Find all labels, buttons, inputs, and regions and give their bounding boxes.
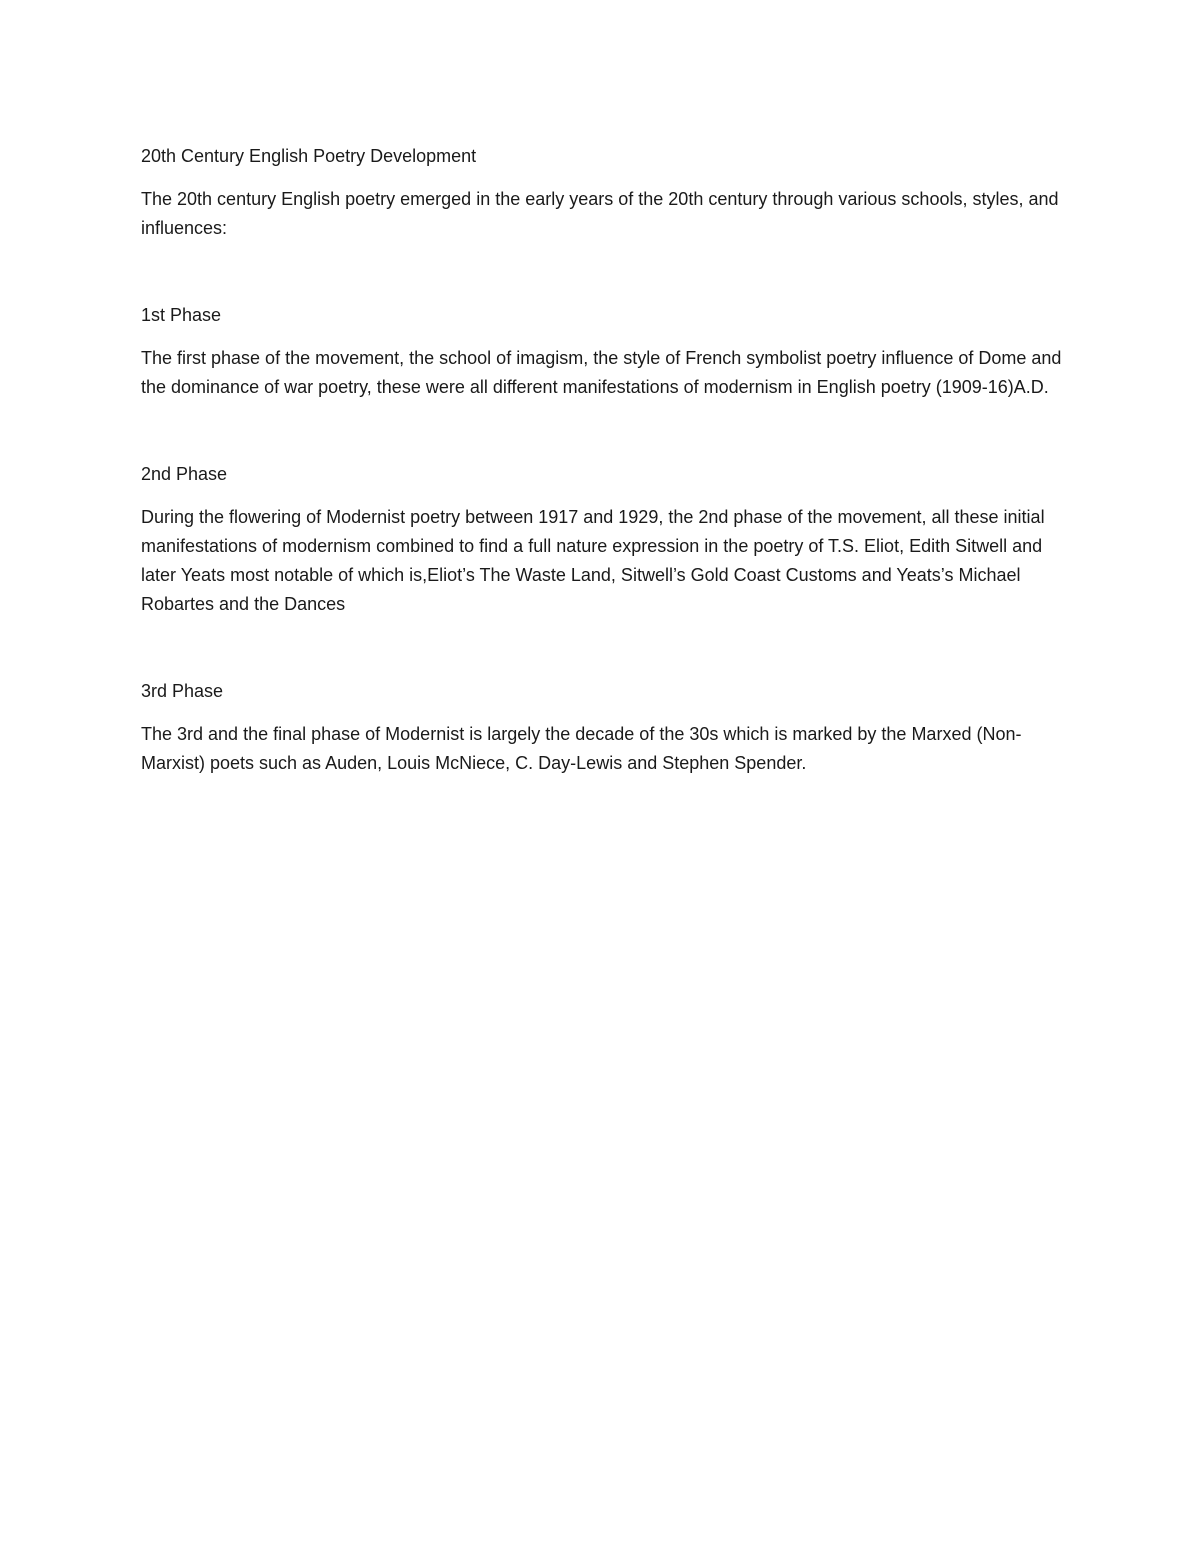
section-heading-phase-1: 1st Phase <box>141 305 222 325</box>
section-body-phase-3: The 3rd and the final phase of Modernist is largely the decade of the 30s which is marked by the Marxed (Non-Marxist) poets such as Auden, Louis McNiece, C. Day-Lewis and Stephen Spender. <box>141 724 1022 773</box>
section-heading-phase-3: 3rd Phase <box>141 681 224 701</box>
section-body-phase-1: The first phase of the movement, the school of imagism, the style of French symbolist poetry influence of Dome and the dominance of war poetry, these were all different manifestations of modernism in English poetry (1909-16)A.D. <box>141 348 1062 397</box>
intro-paragraph: The 20th century English poetry emerged in the early years of the 20th century through various schools, styles, and influences: <box>141 189 1059 238</box>
section-body-phase-2: During the flowering of Modernist poetry between 1917 and 1929, the 2nd phase of the movement, all these initial manifestations of modernism combined to find a full nature expression in the poetry of T.S. Eliot, Edith Sitwell and later Yeats most notable of which is,Eliot’s The Waste Land, Sitwell’s Gold Coast Customs and Yeats’s Michael Robartes and the Dances <box>141 507 1045 614</box>
section-heading-phase-2: 2nd Phase <box>141 464 228 484</box>
document-content <box>141 142 1071 778</box>
document-title: 20th Century English Poetry Development <box>141 146 477 166</box>
